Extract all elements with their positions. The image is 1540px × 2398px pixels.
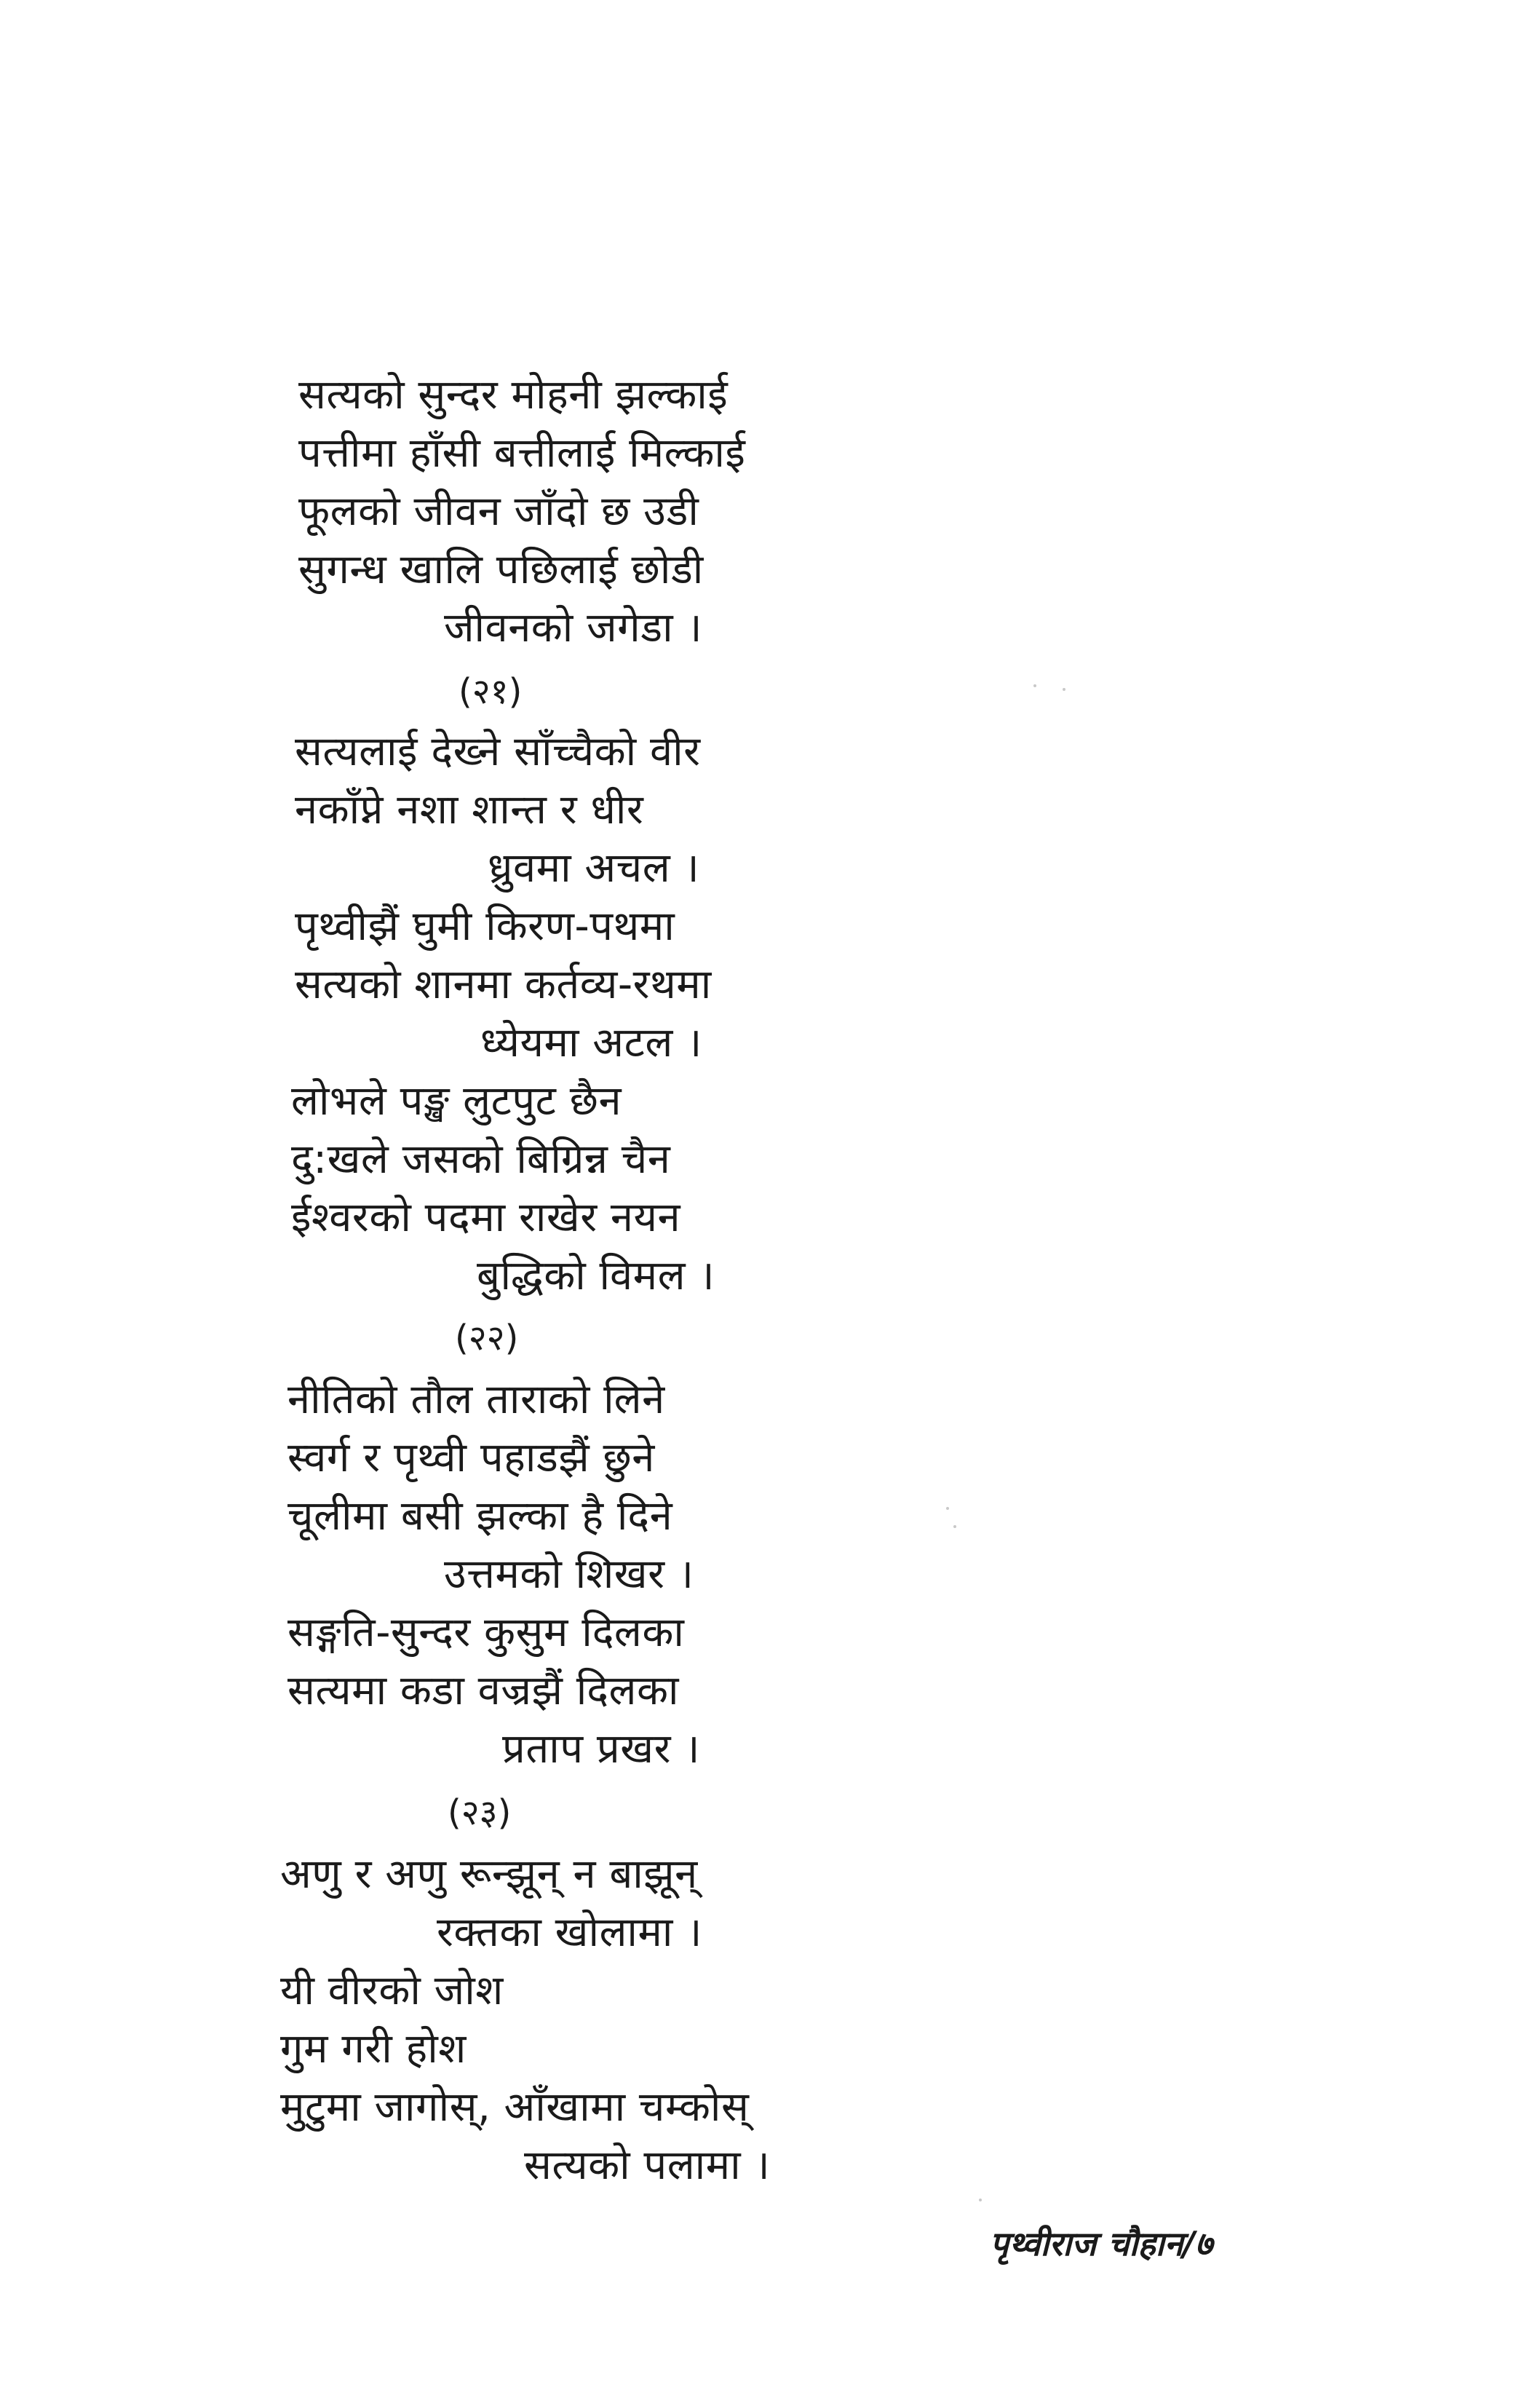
scan-speck — [1063, 688, 1065, 691]
poem-line: पत्तीमा हाँसी बत्तीलाई मिल्काई — [298, 430, 746, 477]
poem-line: पृथ्वीझैं घुमी किरण-पथमा — [295, 903, 675, 950]
poem-refrain-line: प्रताप प्रखर । — [502, 1725, 700, 1773]
poem-line: सङ्गति-सुन्दर कुसुम दिलका — [287, 1609, 685, 1656]
poem-line: दु:खले जसको बिग्रिन्न चैन — [291, 1136, 671, 1183]
running-footer: पृथ्वीराज चौहान/७ — [990, 2224, 1212, 2263]
poem-line: नीतिको तौल ताराको लिने — [287, 1376, 665, 1423]
poem-line: सत्यमा कडा वज्रझैं दिलका — [287, 1667, 679, 1714]
poem-refrain-line: बुद्धिको विमल । — [477, 1252, 715, 1299]
poem-line: फूलको जीवन जाँदो छ उडी — [298, 488, 699, 535]
poem-line: सत्यको शानमा कर्तव्य-रथमा — [295, 961, 712, 1008]
poem-refrain-line: ध्येयमा अटल । — [480, 1019, 702, 1067]
poem-line: मुटुमा जागोस्, आँखामा चम्कोस् — [280, 2084, 750, 2131]
poem-refrain-line: जीवनको जगेडा । — [444, 604, 703, 652]
stanza-number: (२३) — [448, 1792, 512, 1833]
poem-refrain-line: रक्तका खोलामा । — [437, 1909, 702, 1956]
poem-line: ईश्वरको पदमा राखेर नयन — [291, 1194, 681, 1241]
scan-speck — [979, 2199, 982, 2201]
scan-speck — [1033, 684, 1036, 687]
poem-line: अणु र अणु रून्झून् न बाझून् — [280, 1851, 698, 1898]
poem-refrain-line: सत्यको पलामा । — [524, 2142, 771, 2189]
poem-line: स्वर्ग र पृथ्वी पहाडझैं छुने — [287, 1434, 655, 1481]
scan-speck — [953, 1525, 956, 1528]
poem-line: सत्यको सुन्दर मोहनी झल्काई — [298, 371, 729, 419]
scan-speck — [946, 1507, 949, 1510]
poem-refrain-line: ध्रुवमा अचल । — [488, 844, 700, 892]
poem-line: सुगन्ध खालि पछिलाई छोडी — [298, 546, 704, 593]
poem-line: गुम गरी होश — [280, 2025, 467, 2073]
stanza-number: (२२) — [455, 1318, 519, 1358]
poem-line: नकाँप्ने नशा शान्त र धीर — [295, 786, 644, 834]
poem-line: यी वीरको जोश — [280, 1967, 504, 2014]
stanza-number: (२१) — [459, 671, 523, 712]
poem-line: लोभले पङ्ख लुटपुट छैन — [291, 1077, 622, 1125]
poem-line: चूलीमा बसी झल्का है दिने — [287, 1492, 673, 1540]
poem-refrain-line: उत्तमको शिखर । — [444, 1551, 694, 1598]
poem-line: सत्यलाई देख्ने साँच्चैको वीर — [295, 728, 701, 775]
